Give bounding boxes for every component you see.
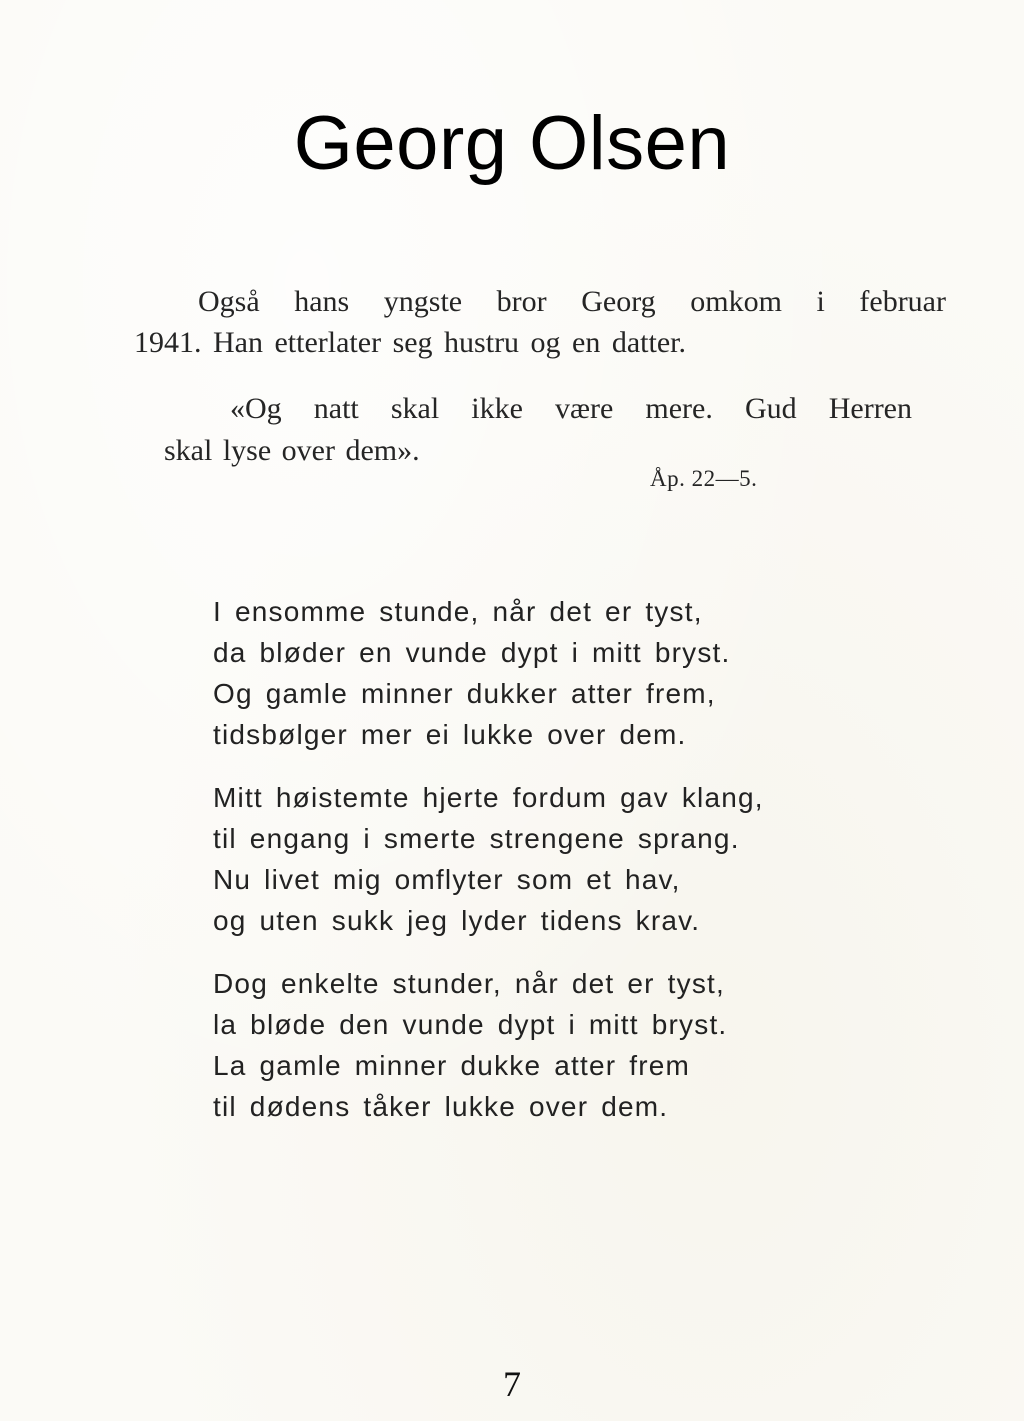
poem-line: og uten sukk jeg lyder tidens krav. xyxy=(213,905,701,936)
poem xyxy=(213,591,853,1149)
poem-line: Dog enkelte stunder, når det er tyst, xyxy=(213,968,725,999)
poem-stanza-1 xyxy=(213,591,853,755)
quote-line-1: «Og natt skal ikke være mere. Gud Herren xyxy=(230,392,912,425)
poem-line: til dødens tåker lukke over dem. xyxy=(213,1091,669,1122)
bible-quote xyxy=(164,388,912,472)
poem-line: Nu livet mig omflyter som et hav, xyxy=(213,864,681,895)
page-title: Georg Olsen xyxy=(293,101,731,186)
poem-line: da bløder en vunde dypt i mitt bryst. xyxy=(213,637,731,668)
poem-line: I ensomme stunde, når det er tyst, xyxy=(213,596,703,627)
poem-stanza-2 xyxy=(213,777,853,941)
poem-line: La gamle minner dukke atter frem xyxy=(213,1050,691,1081)
poem-line: til engang i smerte strengene sprang. xyxy=(213,823,740,854)
intro-line-1: Også hans yngste bror Georg omkom i februar xyxy=(198,285,946,318)
poem-stanza-3 xyxy=(213,963,853,1127)
quote-line-2: skal lyse over dem». xyxy=(164,434,420,467)
poem-line: la bløde den vunde dypt i mitt bryst. xyxy=(213,1009,728,1040)
poem-line: Og gamle minner dukker atter frem, xyxy=(213,678,716,709)
poem-line: Mitt høistemte hjerte fordum gav klang, xyxy=(213,782,764,813)
intro-paragraph xyxy=(134,281,946,363)
intro-line-2: 1941. Han etterlater seg hustru og en datter. xyxy=(134,326,687,359)
bible-reference: Åp. 22—5. xyxy=(650,466,758,491)
poem-line: tidsbølger mer ei lukke over dem. xyxy=(213,719,687,750)
page-number: 7 xyxy=(503,1364,521,1404)
